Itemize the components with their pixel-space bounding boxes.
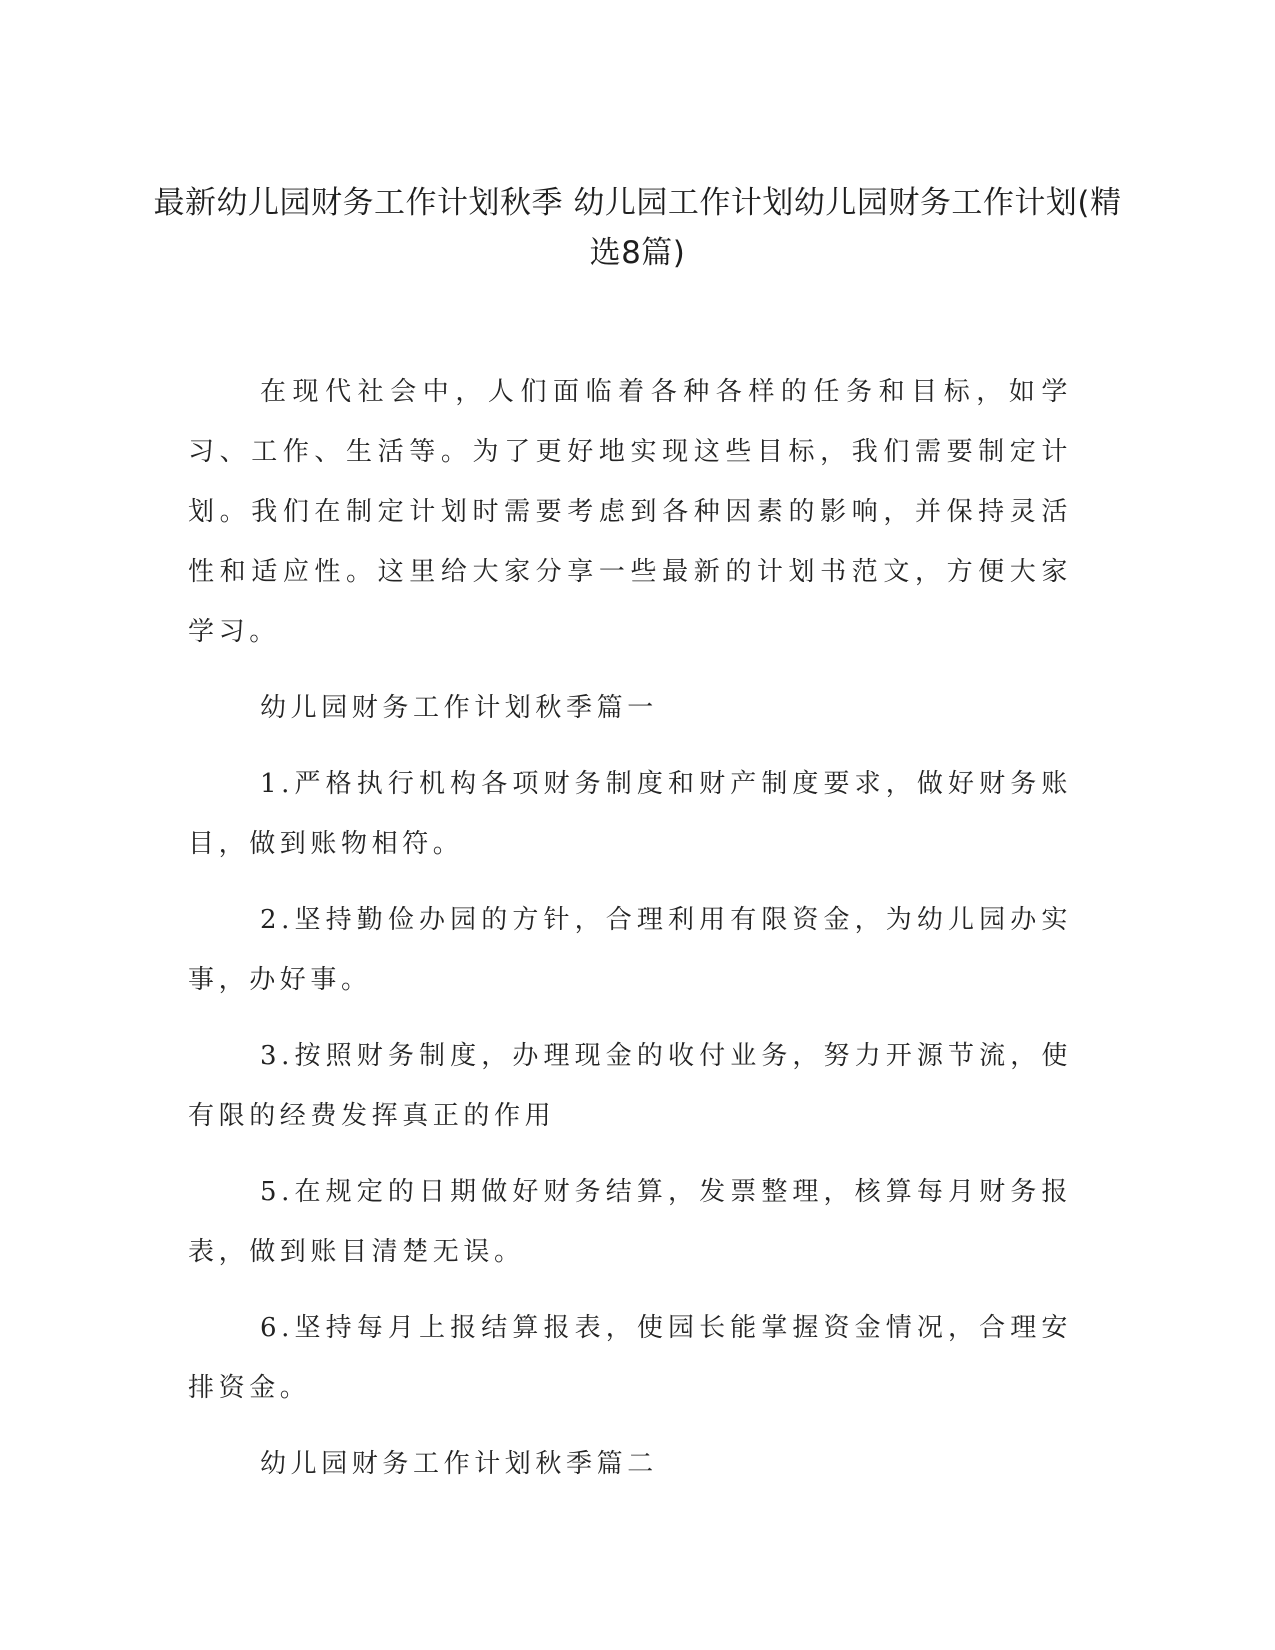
list-item-2: 2.坚持勤俭办园的方针，合理利用有限资金，为幼儿园办实事，办好事。 <box>188 905 1072 995</box>
section-heading-2: 幼儿园财务工作计划秋季篇二 <box>260 1449 658 1479</box>
list-item-3: 3.按照财务制度，办理现金的收付业务，努力开源节流，使有限的经费发挥真正的作用 <box>188 1041 1072 1131</box>
document-body <box>188 362 1072 1510</box>
document-title: 最新幼儿园财务工作计划秋季 幼儿园工作计划幼儿园财务工作计划(精选8篇) <box>153 185 1122 271</box>
intro-paragraph: 在现代社会中，人们面临着各种各样的任务和目标，如学习、工作、生活等。为了更好地实现这些目标，我们需要制定计划。我们在制定计划时需要考虑到各种因素的影响，并保持灵活性和适应性。这里给大家分享一些最新的计划书范文，方便大家学习。 <box>188 377 1072 647</box>
list-item-1: 1.严格执行机构各项财务制度和财产制度要求，做好财务账目，做到账物相符。 <box>188 769 1072 859</box>
list-item-5: 5.在规定的日期做好财务结算，发票整理，核算每月财务报表，做到账目清楚无误。 <box>188 1177 1072 1267</box>
section-heading-1: 幼儿园财务工作计划秋季篇一 <box>260 693 658 723</box>
list-item-6: 6.坚持每月上报结算报表，使园长能掌握资金情况，合理安排资金。 <box>188 1313 1072 1403</box>
